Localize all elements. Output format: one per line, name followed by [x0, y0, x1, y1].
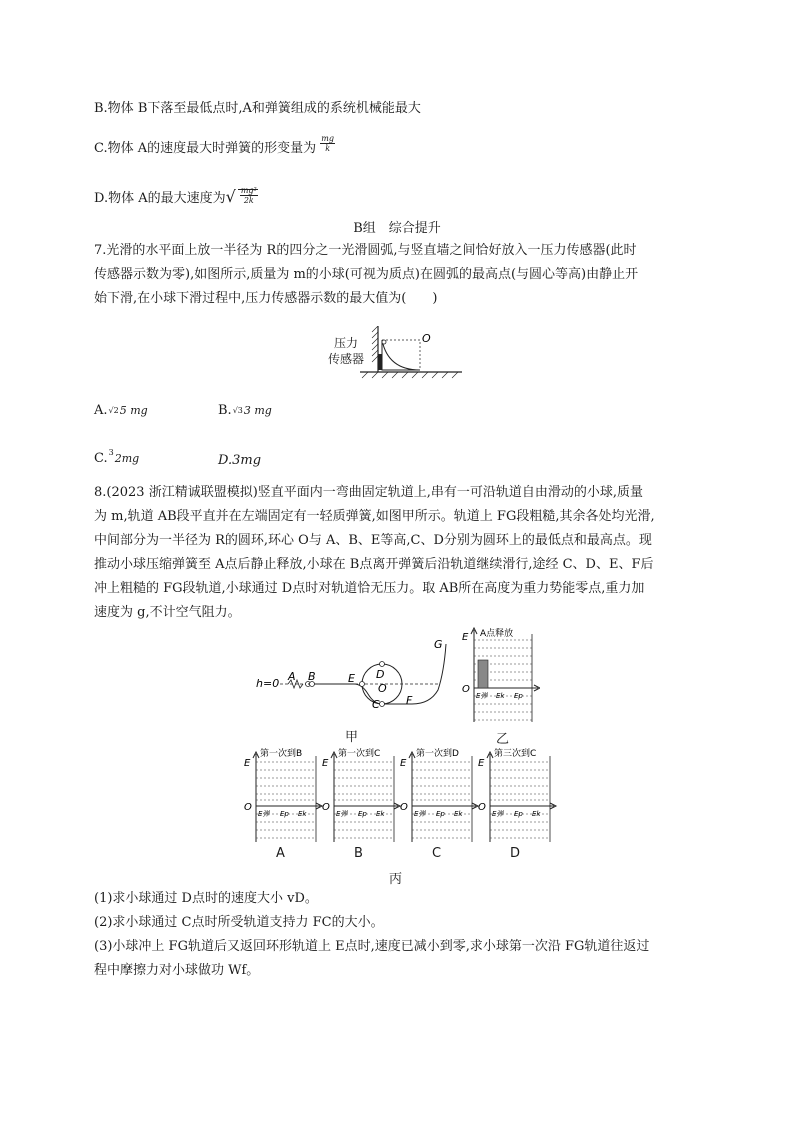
- q8-bing-option-letter: B: [354, 846, 363, 861]
- q8-sub-2: (2)求小球通过 C点时所受轨道支持力 FC的大小。: [94, 915, 384, 930]
- q8-yi-axis-o: O: [462, 684, 470, 695]
- q7-option-c-top: 3: [108, 448, 114, 457]
- q8-bing-label-spring: E弹: [414, 810, 426, 818]
- q8-bing-title: 第三次到C: [494, 749, 537, 759]
- q8-bing-panel-3: [398, 746, 482, 844]
- q8-figure-yi: [460, 626, 540, 724]
- q7-sensor-label-1: 压力: [334, 336, 359, 350]
- q8-bing-label-ek: Ek: [532, 810, 541, 818]
- q7-ground-hatch: [362, 372, 458, 378]
- q6-option-d-sqrt: [238, 186, 258, 208]
- q7-option-a-root: √2: [108, 406, 119, 415]
- q8-jia-point-e: [360, 682, 365, 687]
- q7-option-c-rest: 2mg: [114, 452, 140, 465]
- q7-option-c: [94, 450, 139, 468]
- q8-sub-1: (1)求小球通过 D点时的速度大小 vD。: [94, 891, 318, 906]
- q8-bing-axis-e: E: [478, 758, 485, 769]
- q8-line-2: 为 m,轨道 AB段平直并在左端固定有一轻质弹簧,如图甲所示。轨道上 FG段粗糙,其余各处均光滑,: [94, 509, 655, 524]
- q8-bing-gridlines: [490, 762, 550, 838]
- q8-yi-label-ep: Ep: [514, 692, 523, 700]
- q8-jia-label-o: O: [378, 682, 387, 695]
- q8-jia-label-c: C: [372, 698, 380, 711]
- q8-jia-label-f: F: [406, 694, 413, 707]
- q6-option-c-denominator: k: [325, 144, 331, 153]
- q7-option-a-prefix: A.: [94, 403, 108, 418]
- q6-option-d-denominator: 2k: [243, 196, 254, 205]
- q8-bing-label-ek: Ek: [454, 810, 463, 818]
- q8-bing-axis-e: E: [244, 758, 251, 769]
- q8-jia-track-fg: [382, 644, 446, 704]
- q6-option-d: D.物体 A的最大速度为√ $\frac{\text{mg²}}{2k}$: [94, 186, 257, 206]
- q8-bing-axis-o: O: [400, 802, 408, 813]
- q8-bing-label-ep: Ep: [358, 810, 367, 818]
- q8-bing-gridlines: [334, 762, 394, 838]
- q7-option-a: [94, 402, 148, 420]
- q8-bing-label-ep: Ep: [280, 810, 289, 818]
- q6-option-d-numerator: mg²: [240, 186, 257, 195]
- q7-line-3: 始下滑,在小球下滑过程中,压力传感器示数的最大值为( ): [94, 291, 438, 306]
- q6-option-b: B.物体 B下落至最低点时,A和弹簧组成的系统机械能最大: [94, 101, 421, 116]
- q8-yi-title: A点释放: [480, 629, 514, 639]
- q8-jia-label-d: D: [376, 668, 385, 681]
- q8-bing-option-letter: A: [276, 846, 285, 861]
- q8-bing-title: 第一次到D: [416, 749, 459, 759]
- q8-line-4: 推动小球压缩弹簧至 A点后静止释放,小球在 B点离开弹簧后沿轨道继续滑行,途经 C、D、E、F后: [94, 557, 654, 572]
- q8-bing-panel-4: [476, 746, 560, 844]
- q8-bing-label-spring: E弹: [492, 810, 504, 818]
- q7-wall-hatch: [372, 326, 378, 362]
- q6-option-d-text: D.物体 A的最大速度为: [94, 191, 226, 206]
- q8-jia-label-e: E: [348, 672, 355, 685]
- q8-sub-3b: 程中摩擦力对小球做功 Wf。: [94, 963, 260, 978]
- q8-jia-label-b: B: [308, 670, 316, 683]
- q8-bing-axis-o: O: [478, 802, 486, 813]
- q8-jia-point-d: [380, 662, 385, 667]
- q7-line-2: 传感器示数为零),如图所示,质量为 m的小球(可视为质点)在圆弧的最高点(与圆心等高)由静止开: [94, 267, 639, 282]
- q8-jia-label-a: A: [288, 670, 296, 683]
- q7-sensor: [378, 354, 382, 370]
- q8-bing-panel-1: [242, 746, 326, 844]
- q8-bing-option-letter: D: [510, 846, 521, 861]
- q8-bing-label-ep: Ep: [436, 810, 445, 818]
- q8-yi-spring-energy-bar: [478, 660, 488, 688]
- q8-jia-label-g: G: [434, 638, 443, 651]
- q8-bing-label-spring: E弹: [336, 810, 348, 818]
- q6-option-c-numerator: mg: [321, 134, 334, 143]
- q8-line-6: 速度为 g,不计空气阻力。: [94, 605, 241, 620]
- q6-option-c-text: C.物体 A的速度最大时弹簧的形变量为: [94, 141, 317, 156]
- q7-arc-block: [382, 340, 420, 370]
- q6-option-c-fraction: [320, 134, 335, 153]
- q7-option-a-rest: 5 mg: [119, 404, 148, 417]
- q7-center-label: O: [422, 332, 431, 345]
- q8-bing-title: 第一次到C: [338, 749, 381, 759]
- q7-option-b-root: √3: [232, 406, 243, 415]
- q8-bing-axis-o: O: [322, 802, 330, 813]
- section-heading: B组 综合提升: [353, 221, 441, 236]
- q8-jia-h0: h=0: [256, 677, 280, 690]
- q6-option-c: [94, 134, 335, 158]
- q8-bing-gridlines: [412, 762, 472, 838]
- q8-yi-caption: 乙: [496, 732, 510, 747]
- q7-option-d: D.3mg: [218, 453, 262, 468]
- q8-line-5: 冲上粗糙的 FG段轨道,小球通过 D点时对轨道恰无压力。取 AB所在高度为重力势能零点,重力加: [94, 581, 645, 596]
- q7-option-c-prefix: C.: [94, 451, 108, 466]
- q8-line-3: 中间部分为一半径为 R的圆环,环心 O与 A、B、E等高,C、D分别为圆环上的最低点和最高点。现: [94, 533, 652, 548]
- q8-jia-point-c: [380, 702, 385, 707]
- q8-bing-gridlines: [256, 762, 316, 838]
- q8-bing-axis-e: E: [322, 758, 329, 769]
- q8-figure-jia: [250, 632, 460, 732]
- q8-yi-label-spring: E弹: [476, 692, 488, 700]
- q8-bing-label-spring: E弹: [258, 810, 270, 818]
- q7-option-b-prefix: B.: [218, 403, 232, 418]
- q8-bing-option-letter: C: [432, 846, 442, 861]
- q8-sub-3a: (3)小球冲上 FG轨道后又返回环形轨道上 E点时,速度已减小到零,求小球第一次沿 FG轨道往返过: [94, 939, 650, 954]
- q8-bing-axis-e: E: [400, 758, 407, 769]
- q8-jia-caption: 甲: [345, 730, 359, 745]
- q8-yi-axis-e: E: [462, 632, 469, 643]
- q8-yi-label-ek: Ek: [496, 692, 505, 700]
- q8-bing-label-ek: Ek: [376, 810, 385, 818]
- q7-line-1: 7.光滑的水平面上放一半径为 R的四分之一光滑圆弧,与竖直墙之间恰好放入一压力传感器(此时: [94, 243, 637, 258]
- q8-bing-label-ek: Ek: [298, 810, 307, 818]
- q7-ball: [382, 340, 386, 344]
- q7-sensor-label-2: 传感器: [328, 352, 365, 366]
- q8-line-1: 8.(2023 浙江精诚联盟模拟)竖直平面内一弯曲固定轨道上,串有一可沿轨道自由滑动的小球,质量: [94, 485, 644, 500]
- q8-bing-title: 第一次到B: [260, 749, 303, 759]
- q8-bing-panel-2: [320, 746, 404, 844]
- q7-option-b-rest: 3 mg: [243, 404, 272, 417]
- q8-bing-label-ep: Ep: [514, 810, 523, 818]
- q7-option-b: [218, 402, 272, 420]
- q8-bing-axis-o: O: [244, 802, 252, 813]
- q8-bing-caption: 丙: [389, 872, 403, 887]
